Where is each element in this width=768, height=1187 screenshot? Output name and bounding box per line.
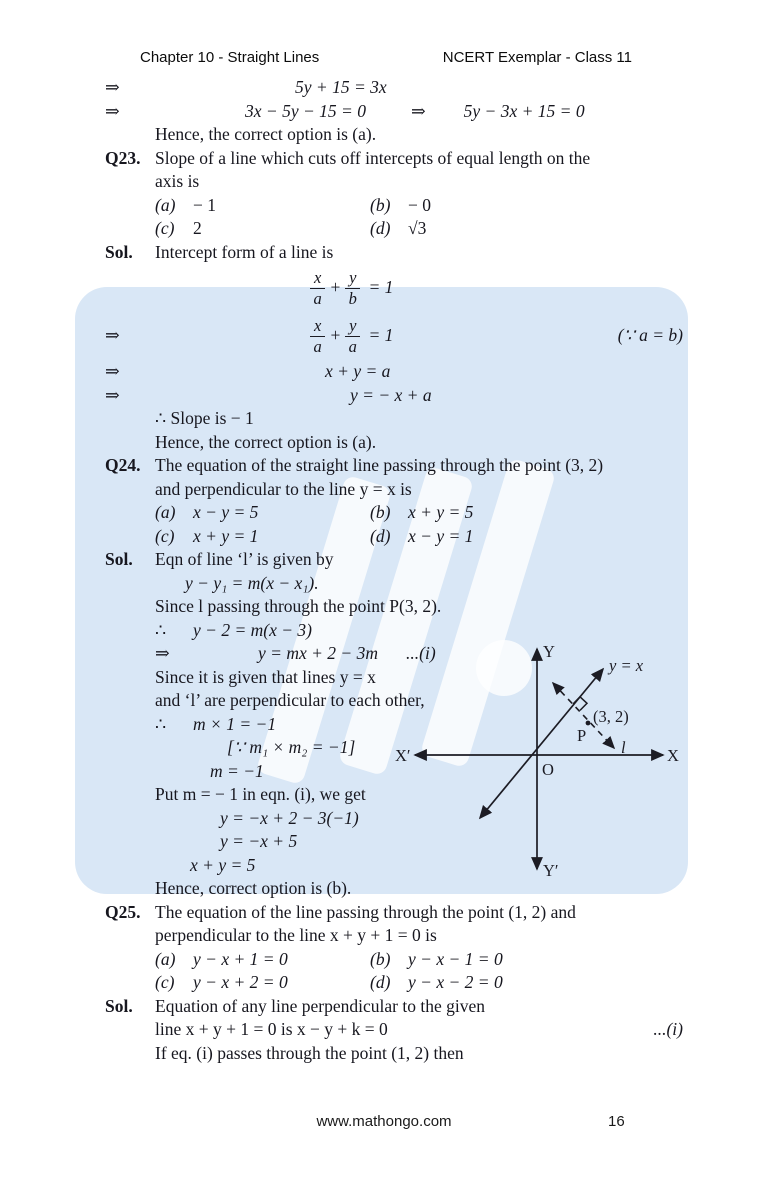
q24-diagram (395, 633, 680, 883)
equation-line (105, 76, 683, 100)
question-text: The equation of the line passing through the point (1, 2) and (155, 901, 576, 922)
solution-text-line (105, 1018, 683, 1042)
implies-symbol: ⇒ (410, 100, 426, 121)
option-key: (d) (370, 972, 391, 992)
option-a (155, 501, 370, 525)
solution-label: Sol. (105, 241, 133, 262)
solution-text: Intercept form of a line is (155, 241, 334, 262)
option-key: (c) (155, 525, 175, 546)
equation-line (105, 384, 683, 408)
point-coordinates-label: (3, 2) (593, 707, 629, 726)
solution-text: If eq. (i) passes through the point (1, 2) then (155, 1042, 464, 1063)
page-body (105, 76, 683, 1065)
option-value: y − x + 2 = 0 (193, 972, 288, 992)
option-c (155, 525, 370, 549)
option-b (370, 948, 503, 972)
point-p-label: P (577, 726, 587, 745)
x-axis-label: X (667, 746, 679, 765)
equation: m × 1 = −1 (193, 713, 277, 734)
option-value: − 1 (193, 194, 216, 215)
equation-tag: ...(i) (653, 1019, 683, 1039)
option-key: (c) (155, 218, 175, 238)
equals-part: = 1 (368, 277, 394, 298)
equation: 5y − 3x + 15 = 0 (463, 100, 585, 121)
option-b (370, 194, 431, 218)
x-prime-axis-label: X′ (395, 746, 411, 765)
intercept-form-equation (310, 269, 393, 308)
options-row (105, 194, 683, 218)
page-number: 16 (608, 1113, 625, 1130)
line-l-label: l (621, 738, 626, 757)
y-axis-label: Y (543, 642, 555, 661)
substituted-equation (310, 317, 393, 356)
equals-part: = 1 (368, 325, 394, 346)
solution-text: Eqn of line ‘l’ is given by (155, 549, 334, 569)
fraction (310, 269, 325, 308)
question-number: Q23. (105, 147, 141, 168)
header-book-title: NCERT Exemplar - Class 11 (442, 49, 632, 66)
solution-text: Put m = − 1 in eqn. (i), we get (155, 784, 366, 804)
conclusion-line: Hence, correct option is (b). (155, 878, 352, 898)
equation-line: y − y₁ = m(x − x₁). (185, 572, 319, 593)
denominator: a (313, 288, 322, 308)
origin-label: O (542, 760, 554, 779)
denominator: a (348, 336, 357, 356)
solution-text: Since it is given that lines y = x (155, 666, 376, 687)
therefore-symbol: ∴ (155, 713, 167, 734)
therefore-symbol: ∴ (155, 619, 167, 640)
option-value: y − x − 2 = 0 (408, 972, 503, 992)
equation: 3x − 5y − 15 = 0 (245, 100, 366, 121)
option-value: x − y = 1 (408, 525, 474, 546)
question-text: The equation of the straight line passing through the point (3, 2) (155, 455, 604, 475)
option-key: (b) (370, 948, 391, 969)
option-a (155, 194, 370, 218)
implies-symbol: ⇒ (105, 325, 120, 346)
option-key: (a) (155, 194, 176, 215)
option-value: 2 (193, 218, 202, 238)
option-value: √3 (408, 218, 427, 238)
equation: y = mx + 2 − 3m (258, 643, 378, 663)
option-key: (b) (370, 502, 391, 522)
equation-line (105, 360, 683, 384)
solution-text: and ‘l’ are perpendicular to each other, (155, 690, 425, 710)
option-key: (d) (370, 218, 391, 238)
fraction-equation-line (105, 312, 683, 360)
question-number: Q24. (105, 455, 141, 475)
option-key: (c) (155, 972, 175, 992)
option-key: (d) (370, 525, 391, 546)
solution-label: Sol. (105, 995, 133, 1016)
option-value: x + y = 1 (193, 525, 259, 546)
fraction (310, 317, 325, 356)
question-25 (105, 901, 683, 925)
point-p-dot (586, 721, 591, 726)
side-note: (∵ a = b) (617, 325, 683, 346)
equation-line: [∵ m₁ × m₂ = −1] (227, 737, 356, 757)
numerator: y (345, 269, 360, 289)
equation-tag: ...(i) (406, 643, 436, 663)
option-value: − 0 (408, 194, 431, 215)
option-d (370, 971, 503, 995)
options-row (105, 971, 683, 995)
solution-25-intro (105, 995, 683, 1019)
option-d (370, 525, 473, 549)
line-y-equals-x-label: y = x (609, 656, 644, 675)
solution-24-intro (105, 548, 683, 572)
option-value: x + y = 5 (408, 502, 474, 522)
numerator: x (310, 317, 325, 337)
footer-site-url: www.mathongo.com (316, 1113, 452, 1130)
header-chapter-title: Chapter 10 - Straight Lines (140, 49, 320, 66)
solution-23-intro (105, 241, 683, 265)
fraction-equation-line (105, 264, 683, 312)
plus-sign: + (329, 325, 342, 346)
y-prime-axis-label: Y′ (543, 861, 559, 880)
equation-line: x + y = 5 (190, 854, 256, 875)
denominator: a (313, 336, 322, 356)
question-text: perpendicular to the line x + y + 1 = 0 is (155, 925, 437, 945)
numerator: x (310, 269, 325, 289)
solution-label: Sol. (105, 549, 133, 569)
solution-text: line x + y + 1 = 0 is x − y + k = 0 (155, 1019, 388, 1039)
solution-text: Since l passing through the point P(3, 2). (155, 596, 442, 616)
options-row (105, 501, 683, 525)
option-value: y − x − 1 = 0 (408, 948, 503, 969)
options-row (105, 525, 683, 549)
option-key: (a) (155, 502, 176, 522)
option-c (155, 971, 370, 995)
option-key: (b) (370, 194, 391, 215)
question-23 (105, 147, 683, 171)
fraction (345, 317, 360, 356)
equation: y = − x + a (350, 384, 432, 405)
equation: 5y + 15 = 3x (295, 77, 387, 97)
solution-text: Equation of any line perpendicular to the given (155, 995, 485, 1016)
page-footer (0, 1113, 768, 1130)
question-text: Slope of a line which cuts off intercepts of equal length on the (155, 147, 591, 168)
conclusion-line: Hence, the correct option is (a). (155, 431, 377, 452)
equation-line: y = −x + 2 − 3(−1) (220, 807, 359, 828)
implies-symbol: ⇒ (155, 643, 170, 663)
question-24 (105, 454, 683, 478)
option-b (370, 501, 473, 525)
option-d (370, 217, 426, 241)
question-text: and perpendicular to the line y = x is (155, 478, 412, 499)
option-value: y − x + 1 = 0 (193, 948, 288, 969)
equation: x + y = a (325, 361, 391, 381)
denominator: b (348, 288, 357, 308)
option-value: x − y = 5 (193, 502, 259, 522)
options-row (105, 948, 683, 972)
question-number: Q25. (105, 901, 141, 922)
conclusion-line: Hence, the correct option is (a). (155, 124, 377, 144)
numerator: y (345, 317, 360, 337)
page-header (140, 49, 632, 66)
implies-symbol: ⇒ (105, 100, 120, 121)
plus-sign: + (329, 277, 342, 298)
options-row (105, 217, 683, 241)
option-a (155, 948, 370, 972)
option-key: (a) (155, 948, 176, 969)
implies-symbol: ⇒ (105, 361, 120, 381)
equation-line: m = −1 (210, 760, 264, 781)
equation-line (105, 100, 683, 124)
option-c (155, 217, 370, 241)
equation: y − 2 = m(x − 3) (193, 619, 313, 640)
implies-symbol: ⇒ (105, 384, 120, 405)
fraction (345, 269, 360, 308)
slope-conclusion: ∴ Slope is − 1 (155, 408, 254, 428)
equation-line: y = −x + 5 (220, 831, 298, 851)
implies-symbol: ⇒ (105, 77, 120, 97)
question-text: axis is (155, 171, 200, 191)
